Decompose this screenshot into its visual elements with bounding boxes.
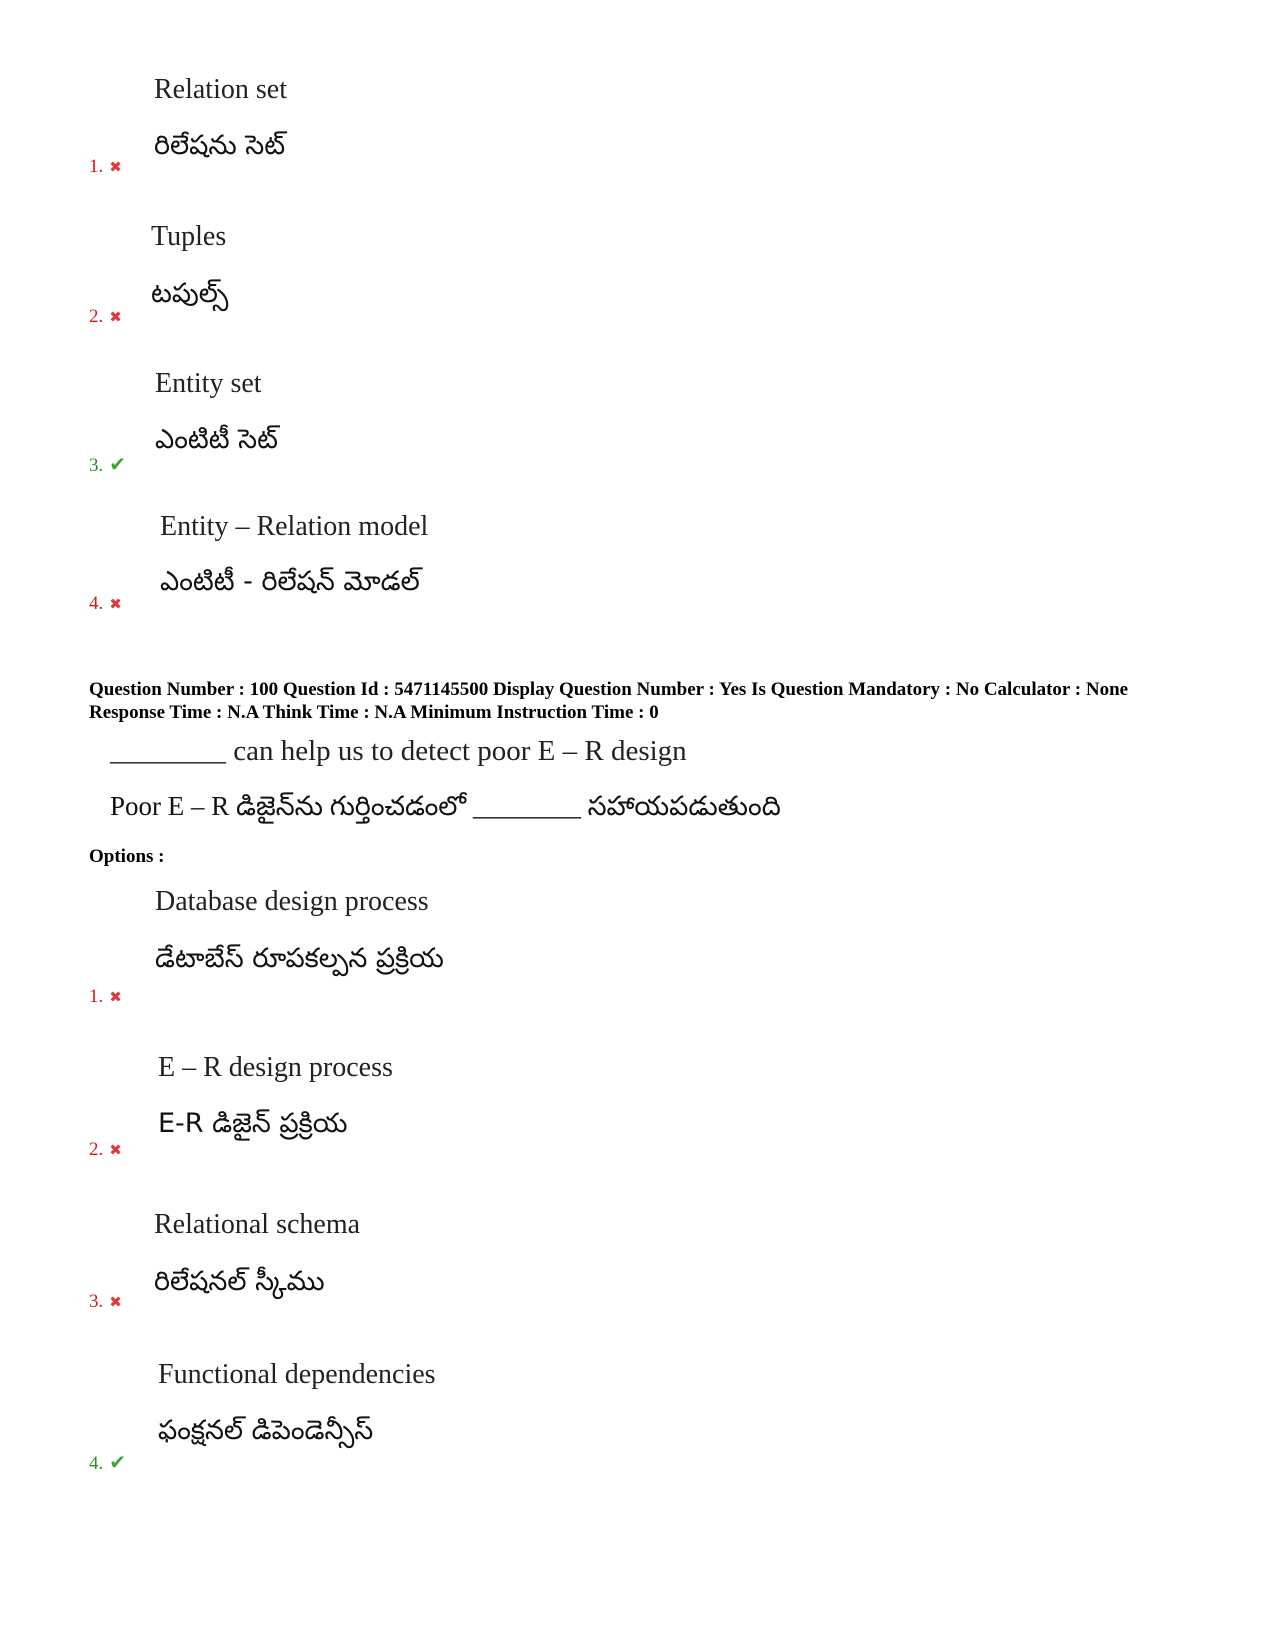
question-text-en: ________ can help us to detect poor E – R design [110,735,687,767]
prev-option-1-number: 1. ✖ [89,156,122,177]
prev-option-3-text-en: Entity set [155,368,262,399]
cross-mark-icon: ✖ [109,1141,122,1159]
cross-mark-icon: ✖ [109,158,122,176]
prev-option-2-number: 2. ✖ [89,306,122,327]
check-mark-icon: ✔ [109,1450,127,1474]
cross-mark-icon: ✖ [109,1293,122,1311]
question-text-te: Poor E – R డిజైన్‌ను గుర్తించడంలో ________ సహాయపడుతుంది [110,791,781,821]
cross-mark-icon: ✖ [109,595,122,613]
check-mark-icon: ✔ [109,452,127,476]
prev-option-4-text-te: ఎంటిటీ - రిలేషన్ మోడల్ [160,566,420,597]
prev-option-4-text-en: Entity – Relation model [160,511,429,542]
prev-option-3-number: 3. ✔ [89,452,127,476]
option-2-text-en: E – R design process [158,1052,393,1083]
option-3-number: 3. ✖ [89,1291,122,1312]
option-1-text-te: డేటాబేస్ రూపకల్పన ప్రక్రియ [155,943,444,974]
option-2-number: 2. ✖ [89,1139,122,1160]
prev-option-2-text-te: టపుల్స్ [151,278,229,309]
cross-mark-icon: ✖ [109,308,122,326]
prev-option-3-text-te: ఎంటిటీ సెట్ [155,424,278,455]
prev-option-2-text-en: Tuples [151,221,227,252]
cross-mark-icon: ✖ [109,988,122,1006]
option-3-text-en: Relational schema [154,1209,361,1240]
option-4-number: 4. ✔ [89,1450,127,1474]
option-3-text-te: రిలేషనల్ స్కీము [154,1266,325,1297]
prev-option-1-text-te: రిలేషను సెట్ [154,130,286,161]
options-label: Options : [89,846,165,867]
option-1-number: 1. ✖ [89,986,122,1007]
question-meta: Question Number : 100 Question Id : 5471145500 Display Question Number : Yes Is Question Mandatory : No Calculator : None Response Time : N.A Think Time : N.A Minimum Instruction Time : 0 [89,679,1129,723]
option-4-text-te: ఫంక్షనల్ డిపెండెన్సీస్ [158,1415,374,1446]
option-1-text-en: Database design process [155,886,429,917]
option-4-text-en: Functional dependencies [158,1359,436,1390]
option-2-text-te: E-R డిజైన్ ప్రక్రియ [158,1108,348,1139]
prev-option-1-text-en: Relation set [154,74,287,105]
prev-option-4-number: 4. ✖ [89,593,122,614]
